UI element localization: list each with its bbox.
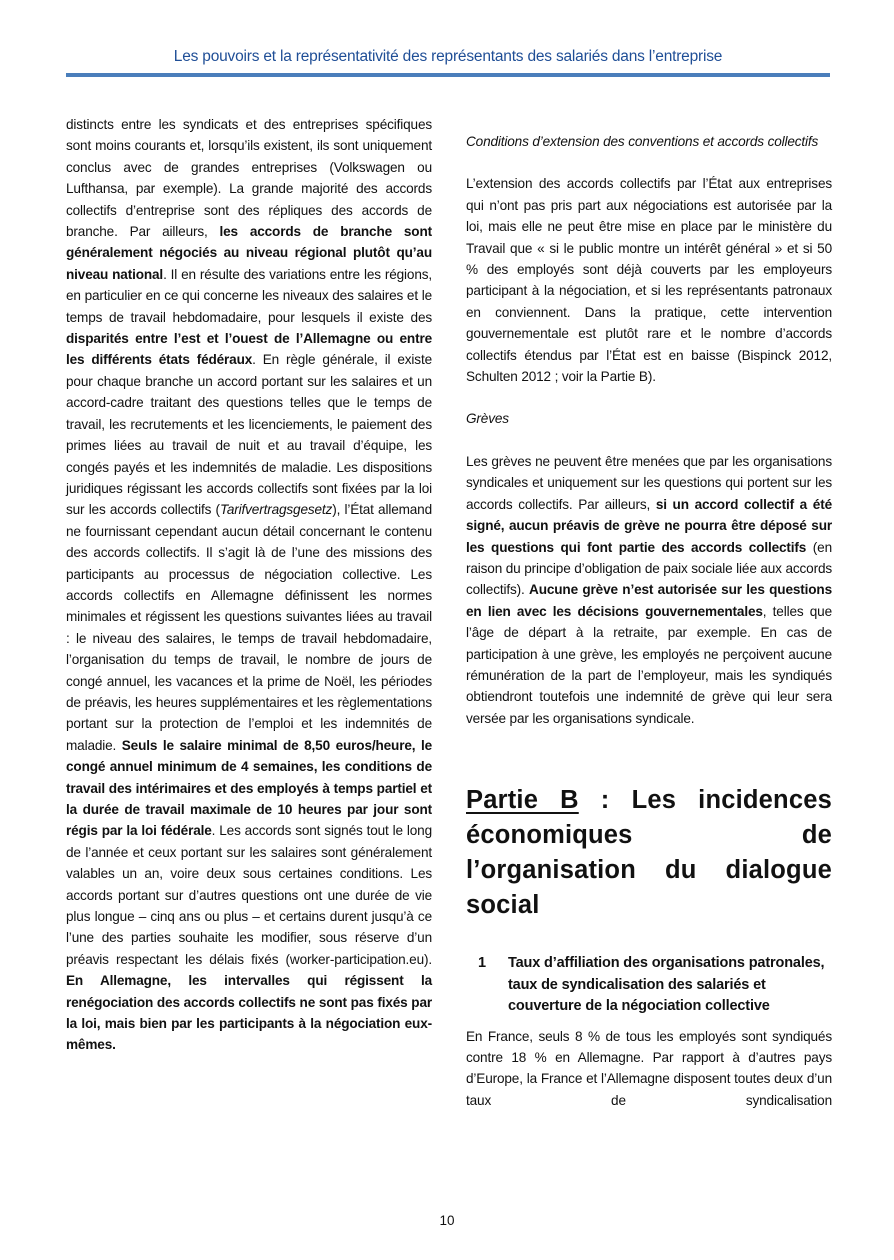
section-heading — [466, 953, 832, 1018]
subheading-greves: Grèves — [466, 411, 509, 427]
text-run: ), l’État allemand ne fournissant cependant aucun détail concernant le contenu des accords collectifs. Il s’agit là de l’une des missions des participants au processus de négociation collective. Les accords collectifs en Allemagne définissent les normes minimales et régissent les questions suivantes liées au travail : le niveau des salaires, le temps de travail hebdomadaire, l’organisation du temps de travail, le nombre de jours de congé annuel, les vacances et la prime de Noël, les périodes de préavis, les heures supplémentaires et les règlementations portant sur la protection de l’emploi et les indemnités de maladie. — [66, 502, 433, 753]
bold-text-run: disparités entre l’est et l’ouest de l’Allemagne ou entre les différents états fédéraux — [66, 331, 432, 368]
left-column — [66, 114, 432, 1056]
section-paragraph: En France, seuls 8 % de tous les employés sont syndiqués contre 18 % en Allemagne. Par rapport à d’autres pays d’Europe, la France et l’Allemagne disposent toutes deux d’un taux de syndicalisation — [466, 1028, 832, 1108]
section-title: Taux d’affiliation des organisations patronales, taux de syndicalisation des salariés et couverture de la négociation collective — [508, 955, 825, 1015]
text-run: . Il en résulte des variations entre les régions, en particulier en ce qui concerne les niveaux des salaires et le temps de travail hebdomadaire, pour lesquels il existe des — [66, 266, 433, 325]
page-number: 10 — [439, 1213, 455, 1228]
section-number: 1 — [478, 955, 486, 972]
text-run: . Les accords sont signés tout le long de l’année et ceux portant sur les salaires sont généralement valables un an, voire deux sous certaines conditions. Les accords portant sur d’autres questions ont une durée de vie plus longue – cinq ans ou plus – et certains durent jusqu’à ce l’une des parties souhaite les modifier, sous réserve d’un préavis respectant les délais fixés (worker-participation.eu). — [66, 823, 432, 967]
header-rule — [66, 73, 830, 77]
subheading-extension: Conditions d’extension des conventions et accords collectifs — [466, 134, 819, 149]
text-run: distincts entre les syndicats et des entreprises spécifiques sont moins courants et, lorsqu’ils existent, ils sont uniquement conclus avec de grandes entreprises (Volkswagen ou Lufthansa, par exemple). La grande majorité des accords collectifs d’entreprise sont des répliques des accords de branche. Par ailleurs, — [66, 117, 432, 240]
text-run: , telles que l’âge de départ à la retraite, par exemple. En cas de participation à une grève, les employés ne perçoivent aucune rémunération de la part de l’employeur, mais les syndiqués obtiendront toutefois une indemnité de grève qui leur sera versée par les organisations syndicale. — [466, 603, 832, 726]
text-run: Les grèves ne peuvent être menées que par les organisations syndicales et uniquement sur les questions qui portent sur les accords collectifs. Par ailleurs, — [466, 453, 832, 512]
part-b-title: : Les incidences économiques de l’organisation du dialogue social — [466, 786, 832, 920]
left-paragraph — [66, 114, 432, 1056]
bold-text-run: si un accord collectif a été signé, aucun préavis de grève ne pourra être déposé sur les questions qui font partie des accords collectifs — [466, 496, 832, 555]
bold-text-run: En Allemagne, les intervalles qui régissent la renégociation des accords collectifs ne sont pas fixés par la loi, mais bien par les participants à la négociation eux-mêmes. — [66, 973, 432, 1053]
running-header-title: Les pouvoirs et la représentativité des représentants des salariés dans l’entreprise — [173, 48, 723, 65]
greves-paragraph — [466, 451, 832, 729]
part-b-heading — [466, 783, 832, 923]
bold-text-run: les accords de branche sont généralement négociés au niveau régional plutôt qu’au niveau national — [66, 224, 432, 282]
running-header — [66, 48, 830, 77]
extension-paragraph: L’extension des accords collectifs par l’État aux entreprises qui n’ont pas pris part aux négociations est autorisée par la loi, mais elle ne peut être mise en place par le ministère du Travail que « si le public montre un intérêt général » et si 50 % des employés sont déjà couverts par les employeurs participant à la négociation, et si les représentants patronaux en conviennent. Dans la pratique, cette intervention gouvernementale est plutôt rare et le nombre d’accords collectifs étendus par l’État est en baisse (Bispinck 2012, Schulten 2012 ; voir la Partie B). — [466, 176, 832, 385]
bold-text-run: Aucune grève n’est autorisée sur les questions en lien avec les décisions gouvernementales — [466, 582, 832, 619]
right-column — [466, 131, 832, 1111]
text-run: . En règle générale, il existe pour chaque branche un accord portant sur les salaires et un accord-cadre traitant des questions telles que le temps de travail, les recrutements et les licenciements, le paiement des primes liées au travail de nuit et au travail d’équipe, les congés payés et les indemnités de maladie. Les dispositions juridiques régissant les accords collectifs sont fixées par la loi sur les accords collectifs ( — [66, 352, 432, 518]
italic-text-run: Tarifvertragsgesetz — [219, 502, 333, 518]
text-run: (en raison du principe d’obligation de paix sociale liée aux accords collectifs). — [466, 539, 832, 598]
part-b-label: Partie B — [466, 786, 579, 815]
bold-text-run: Seuls le salaire minimal de 8,50 euros/heure, le congé annuel minimum de 4 semaines, les conditions de travail des intérimaires et des employés à temps partiel et la durée de travail maximale de 10 heures par jour sont régis par la loi fédérale — [66, 737, 432, 839]
